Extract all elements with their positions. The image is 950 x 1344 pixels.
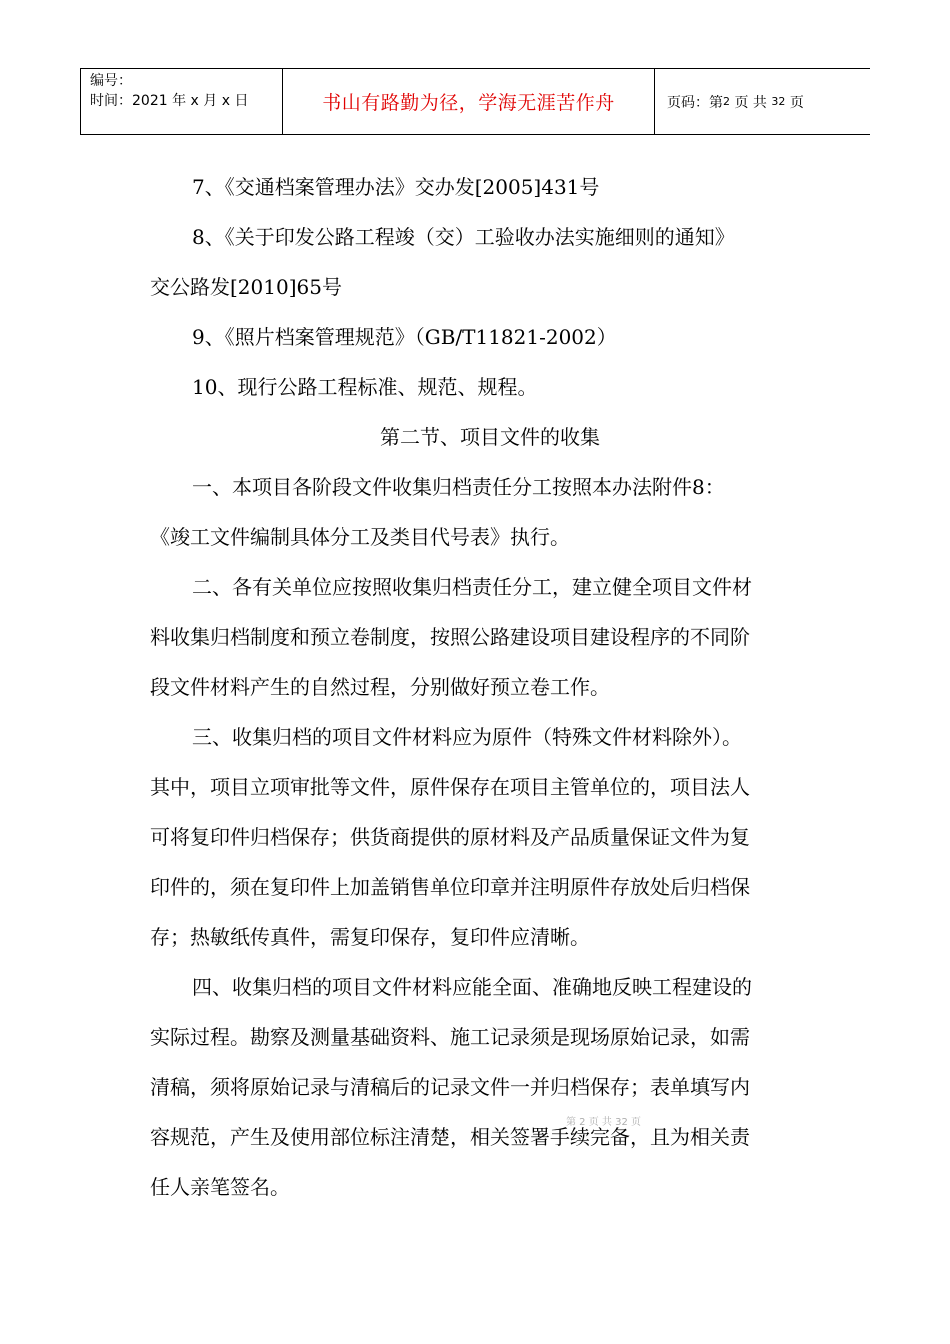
reference-line-10: 10、现行公路工程标准、规范、规程。	[192, 375, 538, 399]
paragraph-3-line-5: 存；热敏纸传真件，需复印保存，复印件应清晰。	[150, 925, 590, 949]
page-prefix: 页码：第	[667, 94, 723, 111]
page-total: 32	[771, 95, 786, 108]
paragraph-3-line-2: 其中，项目立项审批等文件，原件保存在项目主管单位的，项目法人	[150, 775, 750, 799]
paragraph-2-line-1: 二、各有关单位应按照收集归档责任分工，建立健全项目文件材	[192, 575, 752, 599]
page-current: 2	[723, 95, 730, 108]
paragraph-4-line-1: 四、收集归档的项目文件材料应能全面、准确地反映工程建设的	[192, 975, 752, 999]
footer-page-number: 第 2 页 共 32 页	[566, 1117, 641, 1128]
document-header	[80, 68, 870, 135]
motto-text: 书山有路勤为径，学海无涯苦作舟	[322, 92, 615, 114]
paragraph-1-line-2: 《竣工文件编制具体分工及类目代号表》执行。	[150, 525, 570, 549]
page-middle: 页 共	[734, 94, 767, 111]
paragraph-3-line-3: 可将复印件归档保存；供货商提供的原材料及产品质量保证文件为复	[150, 825, 750, 849]
paragraph-4-line-3: 清稿，须将原始记录与清稿后的记录文件一并归档保存；表单填写内	[150, 1075, 750, 1099]
reference-line-9: 9、《照片档案管理规范》（GB/T11821-2002）	[192, 325, 617, 349]
serial-number-label: 编号：	[90, 73, 132, 89]
paragraph-4-line-4: 容规范，产生及使用部位标注清楚，相关签署手续完备，且为相关责	[150, 1125, 750, 1149]
header-meta-cell	[81, 69, 283, 134]
reference-line-8: 8、《关于印发公路工程竣（交）工验收办法实施细则的通知》	[192, 225, 735, 249]
paragraph-4-line-2: 实际过程。勘察及测量基础资料、施工记录须是现场原始记录，如需	[150, 1025, 750, 1049]
paragraph-1-line-1: 一、本项目各阶段文件收集归档责任分工按照本办法附件8：	[192, 475, 725, 499]
header-motto-cell	[283, 69, 655, 134]
paragraph-4-line-5: 任人亲笔签名。	[150, 1175, 290, 1199]
paragraph-2-line-3: 段文件材料产生的自然过程，分别做好预立卷工作。	[150, 675, 610, 699]
document-body	[150, 162, 830, 1212]
reference-line-8-cont: 交公路发[2010]65号	[150, 275, 342, 299]
page-suffix: 页	[789, 94, 804, 111]
paragraph-3-line-4: 印件的，须在复印件上加盖销售单位印章并注明原件存放处后归档保	[150, 875, 750, 899]
date-label: 时间：2021 年 x 月 x 日	[90, 93, 249, 109]
header-page-cell	[655, 69, 870, 134]
reference-line-7: 7、《交通档案管理办法》交办发[2005]431号	[192, 175, 600, 199]
paragraph-3-line-1: 三、收集归档的项目文件材料应为原件（特殊文件材料除外）。	[192, 725, 742, 749]
paragraph-2-line-2: 料收集归档制度和预立卷制度，按照公路建设项目建设程序的不同阶	[150, 625, 750, 649]
section-title: 第二节、项目文件的收集	[380, 425, 600, 449]
